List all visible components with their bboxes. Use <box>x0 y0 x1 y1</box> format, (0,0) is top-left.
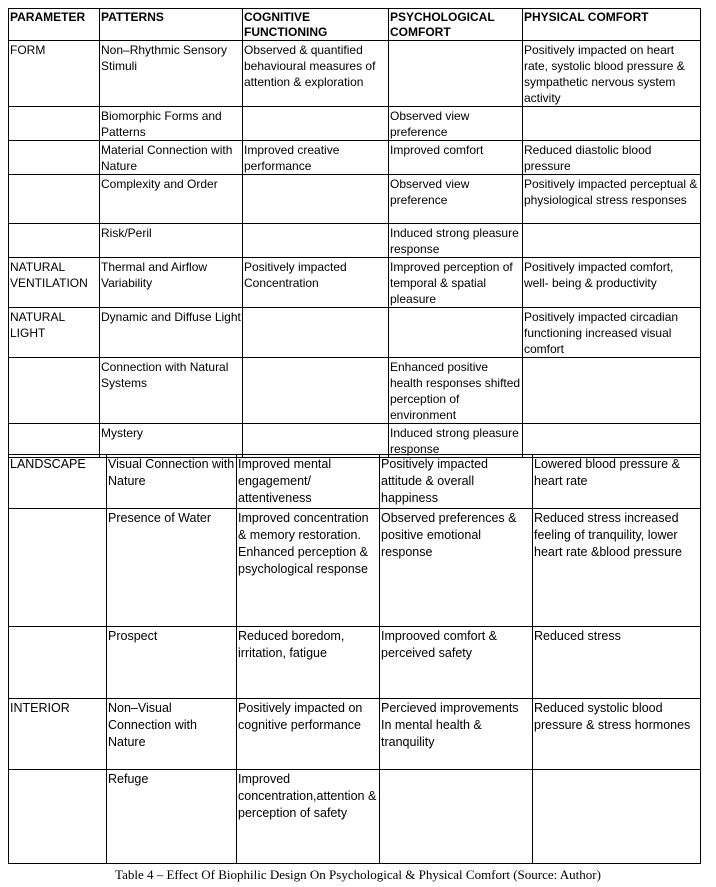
cognitive-cell <box>243 107 389 141</box>
physical-cell: Reduced stress <box>533 627 701 699</box>
physical-cell <box>523 424 701 458</box>
pattern-cell: Visual Connection with Nature <box>107 455 237 509</box>
pattern-cell: Material Connection with Nature <box>100 141 243 175</box>
comfort-table-top <box>8 8 701 458</box>
pattern-cell: Non–Visual Connection with Nature <box>107 699 237 770</box>
cognitive-cell: Improved concentration & memory restoration. Enhanced perception & psychological response <box>237 509 380 627</box>
table-row <box>9 424 701 458</box>
parameter-cell <box>9 141 100 175</box>
physical-cell: Lowered blood pressure & heart rate <box>533 455 701 509</box>
cognitive-cell: Reduced boredom, irritation, fatigue <box>237 627 380 699</box>
parameter-cell <box>9 424 100 458</box>
header-row <box>9 9 701 41</box>
comfort-table-bottom <box>8 454 701 864</box>
parameter-cell <box>9 509 107 627</box>
physical-cell: Positively impacted circadian functioning increased visual comfort <box>523 308 701 358</box>
header-patterns: PATTERNS <box>100 9 243 41</box>
psychological-cell: Induced strong pleasure response <box>389 224 523 258</box>
cognitive-cell: Improved mental engagement/ attentiveness <box>237 455 380 509</box>
physical-cell: Reduced stress increased feeling of tranquility, lower heart rate &blood pressure <box>533 509 701 627</box>
psychological-cell: Percieved improvements In mental health & tranquility <box>380 699 533 770</box>
pattern-cell: Presence of Water <box>107 509 237 627</box>
table-row <box>9 627 701 699</box>
header-parameter: PARAMETER <box>9 9 100 41</box>
pattern-cell: Biomorphic Forms and Patterns <box>100 107 243 141</box>
table-row <box>9 770 701 864</box>
pattern-cell: Non–Rhythmic Sensory Stimuli <box>100 41 243 107</box>
psychological-cell: Observed view preference <box>389 175 523 224</box>
cognitive-cell: Positively impacted on cognitive performance <box>237 699 380 770</box>
table-row <box>9 509 701 627</box>
physical-cell: Positively impacted perceptual & physiological stress responses <box>523 175 701 224</box>
cognitive-cell: Positively impacted Concentration <box>243 258 389 308</box>
parameter-cell: INTERIOR <box>9 699 107 770</box>
cognitive-cell <box>243 308 389 358</box>
physical-cell: Reduced systolic blood pressure & stress hormones <box>533 699 701 770</box>
physical-cell: Positively impacted comfort, well- being & productivity <box>523 258 701 308</box>
cognitive-cell <box>243 224 389 258</box>
psychological-cell: Enhanced positive health responses shifted perception of environment <box>389 358 523 424</box>
pattern-cell: Complexity and Order <box>100 175 243 224</box>
pattern-cell: Refuge <box>107 770 237 864</box>
pattern-cell: Risk/Peril <box>100 224 243 258</box>
physical-cell: Positively impacted on heart rate, systolic blood pressure & sympathetic nervous system activity <box>523 41 701 107</box>
physical-cell: Reduced diastolic blood pressure <box>523 141 701 175</box>
table-row <box>9 358 701 424</box>
parameter-cell: LANDSCAPE <box>9 455 107 509</box>
header-cognitive: COGNITIVE FUNCTIONING <box>243 9 389 41</box>
cognitive-cell <box>243 424 389 458</box>
physical-cell <box>533 770 701 864</box>
table-row <box>9 107 701 141</box>
psychological-cell: Observed view preference <box>389 107 523 141</box>
cognitive-cell: Observed & quantified behavioural measures of attention & exploration <box>243 41 389 107</box>
parameter-cell <box>9 358 100 424</box>
physical-cell <box>523 224 701 258</box>
table-row <box>9 175 701 224</box>
psychological-cell <box>389 308 523 358</box>
header-psychological: PSYCHOLOGICAL COMFORT <box>389 9 523 41</box>
table-row <box>9 699 701 770</box>
pattern-cell: Prospect <box>107 627 237 699</box>
parameter-cell: NATURAL VENTILATION <box>9 258 100 308</box>
parameter-cell <box>9 175 100 224</box>
cognitive-cell: Improved creative performance <box>243 141 389 175</box>
header-physical: PHYSICAL COMFORT <box>523 9 701 41</box>
psychological-cell <box>389 41 523 107</box>
table-row <box>9 308 701 358</box>
pattern-cell: Dynamic and Diffuse Light <box>100 308 243 358</box>
cognitive-cell <box>243 358 389 424</box>
cognitive-cell <box>243 175 389 224</box>
pattern-cell: Thermal and Airflow Variability <box>100 258 243 308</box>
psychological-cell: Observed preferences & positive emotional response <box>380 509 533 627</box>
psychological-cell: Induced strong pleasure response <box>389 424 523 458</box>
table-row <box>9 224 701 258</box>
table-row <box>9 141 701 175</box>
psychological-cell: Positively impacted attitude & overall happiness <box>380 455 533 509</box>
psychological-cell: Improoved comfort & perceived safety <box>380 627 533 699</box>
parameter-cell <box>9 224 100 258</box>
table-caption: Table 4 – Effect Of Biophilic Design On Psychological & Physical Comfort (Source: Author) <box>115 867 601 882</box>
table-row <box>9 41 701 107</box>
psychological-cell <box>380 770 533 864</box>
parameter-cell: FORM <box>9 41 100 107</box>
table-row <box>9 455 701 509</box>
physical-cell <box>523 107 701 141</box>
pattern-cell: Connection with Natural Systems <box>100 358 243 424</box>
parameter-cell: NATURAL LIGHT <box>9 308 100 358</box>
physical-cell <box>523 358 701 424</box>
cognitive-cell: Improved concentration,attention & perception of safety <box>237 770 380 864</box>
parameter-cell <box>9 627 107 699</box>
parameter-cell <box>9 107 100 141</box>
pattern-cell: Mystery <box>100 424 243 458</box>
parameter-cell <box>9 770 107 864</box>
table-row <box>9 258 701 308</box>
psychological-cell: Improved comfort <box>389 141 523 175</box>
psychological-cell: Improved perception of temporal & spatial pleasure <box>389 258 523 308</box>
